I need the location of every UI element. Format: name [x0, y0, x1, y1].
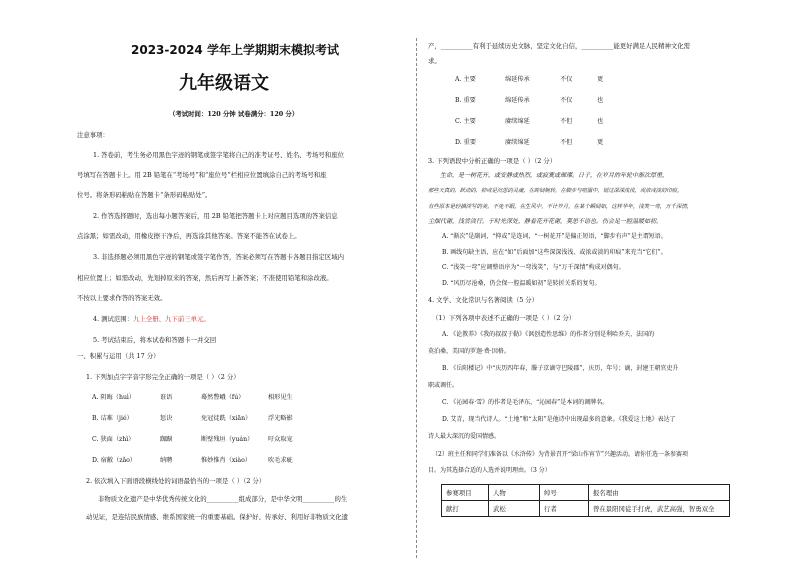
q3-option-b: B. 画线句缺主语，应在“如”后面加“这些深深浅浅、或浓或淡的印痕”来充当“它们”。 [442, 249, 667, 256]
table-header-cell: 绰号 [540, 485, 589, 501]
note-5: 5. 考试结束后，将本试卷和答题卡一并交回 [93, 336, 217, 344]
table-header-row [442, 485, 730, 501]
q4-option-d-line-2: 诗人最大深沉的爱国情感。 [428, 433, 501, 440]
note-4-prefix: 4. 测试范围： [93, 315, 134, 323]
question-4-1: （1）下列各项中表述不正确的一项是（ ）（2 分） [432, 314, 576, 322]
note-3-line-3: 不按以上要求作答的答案无效。 [77, 294, 167, 302]
q2-passage-line-1: 非物质文化遗产是中华优秀传统文化的__________组成部分，是中华文明__________的生 [98, 495, 348, 503]
table-cell: 行者 [540, 501, 589, 517]
notes-header: 注意事项： [77, 131, 109, 139]
registration-table [441, 484, 730, 517]
q3-passage-line-1: 生命，是一树花开，或安静或热烈，或寂寞或璀璨。日子，在岁月的年轮中渐次厚重， [440, 172, 669, 179]
table-header-cell: 报名理由 [589, 485, 730, 501]
question-4-2-line-1: （2）班主任和同学们准备以《水浒传》为背景召开“梁山作宵节”兴趣活动。请你任选一条参赛项 [432, 451, 688, 458]
q2-passage-line-3: 产，__________有利于延续历史文脉，坚定文化自信，__________能更好满足人民精神文化需 [428, 42, 691, 50]
q3-option-a: A. “渐次”是副词，“抑或”是连词，“一树花开”是偏正短语，“脚步有声”是主谓短语。 [442, 233, 667, 240]
table-row [442, 501, 730, 517]
table-header-cell: 人物 [489, 485, 540, 501]
question-2: 2. 依次填入下面语段横线处的词语最恰当的一项是（ ）（2 分） [86, 477, 266, 485]
q4-option-a-line-2: 莫泊桑、美国的罗迦·费·因格。 [428, 348, 510, 355]
question-4-2-line-2: 目。为其选择合适的人选并说明理由。（3 分） [428, 467, 551, 474]
note-2-line-2: 点涂黑；如需改动，用橡皮擦干净后，再选涂其他答案。答案不能答在试卷上。 [77, 232, 301, 240]
q4-option-d-line-1: D. 艾青，现当代诗人。“土地”和“太阳”是他诗中出现最多的意象。《我爱这土地》表达了 [442, 416, 676, 423]
question-1: 1. 下列加点字字音字形完全正确的一项是（ ）（2 分） [86, 373, 240, 381]
exam-time-info: （考试时间：120 分钟 试卷满分：120 分） [169, 110, 299, 118]
q4-option-b-line-1: B. 《岳阳楼记》中“庆历四年春，滕子京谪守巴陵郡”，庆历，年号；谪，封建王朝官吏升 [442, 365, 679, 372]
note-3-line-2: 相应位置上；如需改动，先划掉原来的答案，然后再写上新答案；不准使用铅笔和涂改液。 [77, 274, 333, 282]
note-1-line-2: 号填写在答题卡上。用 2B 铅笔在“考场号”和“座位号”栏相应位置填涂自己的考场号和座 [77, 171, 327, 179]
question-4: 4. 文学、文化常识与名著阅读（5 分） [428, 296, 539, 304]
q3-option-d: D. “风历尽沧桑，仍会保一腔温暖如初”是转折关系的复句。 [442, 280, 601, 287]
question-3: 3. 下列语段中分析正确的一项是（ ）（2 分） [428, 157, 557, 165]
table-cell: 献打 [442, 501, 489, 517]
q4-option-b-line-2: 职或调任。 [428, 382, 459, 389]
table-cell: 武松 [489, 501, 540, 517]
note-4-range: 九上全册、九下前三单元。 [133, 315, 210, 323]
exam-title: 2023-2024 学年上学期期末模拟考试 [131, 43, 339, 57]
q3-passage-line-4: 尘烟代谢，浅尝淡行。于时光深处，静看花开花谢，莫思不语也。伤会足一腔温暖如初。 [428, 218, 663, 225]
q3-passage-line-3: 有些原本是轻描淡写的美，不免不眠，在生风中，不计岁月，在某个瞬间如，这样华年，浅笑一弯，万千深情， [428, 204, 693, 210]
q4-option-a-line-1: A. 《论教养》《我的叔叔于勒》《讽创造性思维》的作者分别是利哈乔夫、法国的 [442, 331, 655, 338]
q4-option-c: C. 《沁园春·雪》的作者是毛泽东，“沁园春”是本词的调牌名。 [442, 399, 609, 406]
note-1-line-3: 位号。将条形码粘贴在答题卡“条形码粘贴处”。 [77, 191, 212, 199]
q2-passage-line-2: 动见证，是连结民族情感、维系国家统一的重要基础。保护好、传承好、利用好非物质文化遗 [86, 513, 349, 521]
q2-passage-line-4: 求。 [428, 57, 441, 65]
note-2-line-1: 2. 作答选择题时，选出每小题答案后，用 2B 铅笔把答题卡上对应题目选项的答案信息 [93, 212, 338, 220]
table-header-cell: 参赛项目 [442, 485, 489, 501]
column-divider [416, 38, 417, 558]
exam-subject: 九年级语文 [179, 73, 269, 94]
note-1-line-1: 1. 答卷前，考生务必用黑色字迹的钢笔或签字笔将自己的准考证号、姓名、考场号和座位 [93, 151, 344, 159]
q3-option-c: C. “浅笑一弯”应调整语序为“一弯浅笑”，与“万千深情”构成对偶句。 [442, 264, 625, 271]
q3-passage-line-2: 那些天真的、跃动的、抑或是沉思的灵魂，在眸间婉转，在脚步与喧嚣中，划过深深浅浅，或浓或淡的印痕。 [428, 188, 683, 194]
exam-page: 2023-2024 学年上学期期末模拟考试 九年级语文 （考试时间：120 分钟 试卷满分：120 分） 注意事项： 1. 答卷前，考生务必用黑色字迹的钢笔或签字笔将自己的准考证号、姓名、考场号和座位 号填写在答题卡上。用 2B 铅笔在“考场号”和“座位号”栏相应位置填涂自己的考场号和座 位号。将条形码粘贴在答题卡“条形码粘贴处”。 2. 作答选择题时，选出每小题答案后，用 2B 铅笔把答题卡上对应题目选项的答案信息 点涂黑；如需改动，用橡皮擦干净后，再选涂其他答案。答案不能答在试卷上。 3. 非选择题必须用黑色字迹的钢笔或签字笔作答，答案必须写在答题卡各题目指定区域内 相应位置上；如需改动，先划掉原来的答案，然后再写上新答案；不准使用铅笔和涂改液。 不按以上要求作答的答案无效。 4. 测试范围：九上全册、九下前三单元。 5. 考试结束后，将本试卷和答题卡一并交回 一、积累与运用（共 17 分） 1. 下列加点字字音字形完全正确的一项是（ ）（2 分） A. 阴晦（huì） 诳语 蓦然瞥峨（fú） 相形见生 B. 诘难（jié） 惩诀 免冠徒跣（xiān） 浮光略影 C. 狭面（zhì） 踟蹰 断壁残垣（yuán） 吁众取宠 D. 宿敝（zǎo） 纳聘 惟妙惟肖（xiào） 吹毛求疵 2. 依次填入下面语段横线处的词语最恰当的一项是（ ）（2 分） 非物质文化遗产是中华优秀传统文化的__________组成部分，是中华文明__________的生 动见证，是连结民族情感、维系国家统一的重要基础。保护好、传承好、利用好非物质文化遗 产，__________有利于延续历史文脉，坚定文化自信，__________能更好满足人民精神文化需 求。 A. 主要 绵延传承 不仅 更 B. 重要 绵延传承 不仅 也 C. 主要 赓续绵延 不但 也 D. 重要 赓续绵延 不但 更 3. 下列语段中分析正确的一项是（ ）（2 分） 生命，是一树花开，或安静或热烈，或寂寞或璀璨。日子，在岁月的年轮中渐次厚重， 那些天真的、跃动的、抑或是沉思的灵魂，在眸间婉转，在脚步与喧嚣中，划过深深浅浅，或浓或淡的印痕。 有些原本是轻描淡写的美，不免不眠，在生风中，不计岁月，在某个瞬间如，这样华年，浅笑一弯，万千深情， 尘烟代谢，浅尝淡行。于时光深处，静看花开花谢，莫思不语也。伤会足一腔温暖如初。 A. “渐次”是副词，“抑或”是连词，“一树花开”是偏正短语，“脚步有声”是主谓短语。 B. 画线句缺主语，应在“如”后面加“这些深深浅浅、或浓或淡的印痕”来充当“它们”。 C. “浅笑一弯”应调整语序为“一弯浅笑”，与“万千深情”构成对偶句。 D. “风历尽沧桑，仍会保一腔温暖如初”是转折关系的复句。 4. 文学、文化常识与名著阅读（5 分） （1）下列各项中表述不正确的一项是（ ）（2 分） A. 《论教养》《我的叔叔于勒》《讽创造性思维》的作者分别是利哈乔夫、法国的 莫泊桑、美国的罗迦·费·因格。 B. 《岳阳楼记》中“庆历四年春，滕子京谪守巴陵郡”，庆历，年号；谪，封建王朝官吏升 职或调任。 C. 《沁园春·雪》的作者是毛泽东，“沁园春”是本词的调牌名。 D. 艾青，现当代诗人。“土地”和“太阳”是他诗中出现最多的意象。《我爱这土地》表达了 诗人最大深沉的爱国情感。 （2）班主任和同学们准备以《水浒传》为背景召开“梁山作宵节”兴趣活动。请你任选一条参赛项 目。为其选择合适的人选并说明理由。（3 分） 参赛项目 人物 绰号 报名理由 献打 武松 行者 曾在景阳冈徒手打虎，武艺高强，智勇双全 [0, 0, 794, 562]
section-1-heading: 一、积累与运用（共 17 分） [77, 352, 160, 360]
note-4 [93, 315, 210, 323]
table-cell: 曾在景阳冈徒手打虎，武艺高强，智勇双全 [589, 501, 730, 517]
note-3-line-1: 3. 非选择题必须用黑色字迹的钢笔或签字笔作答，答案必须写在答题卡各题目指定区域内 [93, 253, 344, 261]
